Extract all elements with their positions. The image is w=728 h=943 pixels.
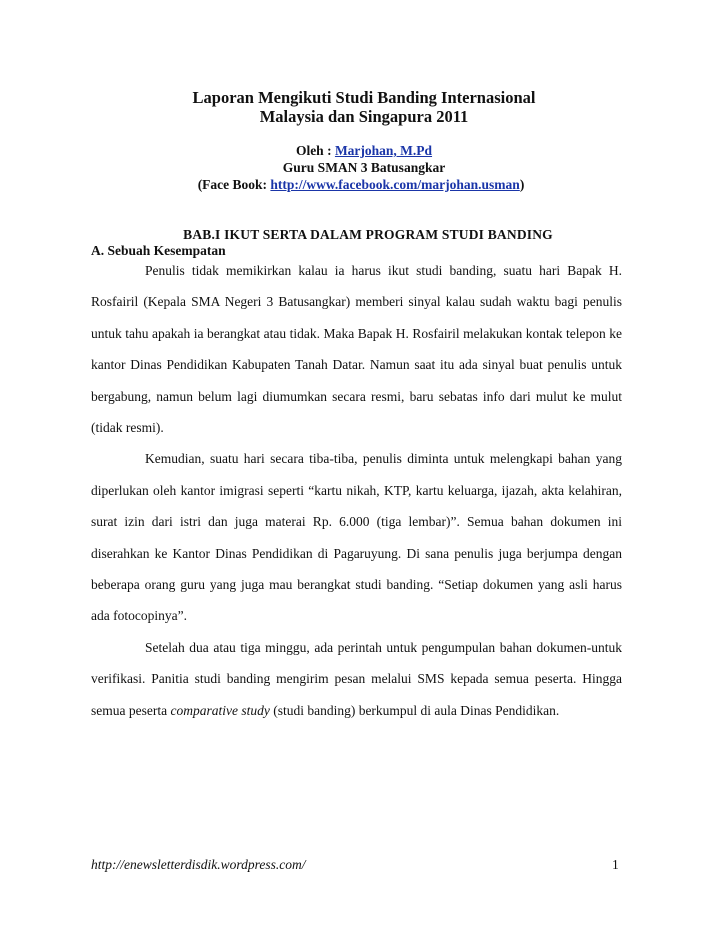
section-title: A. Sebuah Kesempatan bbox=[91, 243, 226, 258]
chapter-title: BAB.I IKUT SERTA DALAM PROGRAM STUDI BANDING bbox=[183, 227, 553, 242]
author-name-link[interactable]: Marjohan, M.Pd bbox=[334, 143, 433, 158]
paragraph-3-italic: comparative study bbox=[170, 702, 270, 718]
report-title-line-1: Laporan Mengikuti Studi Banding Internasional bbox=[192, 88, 536, 107]
footer-url: http://enewsletterdisdik.wordpress.com/ bbox=[91, 857, 306, 872]
body-text bbox=[91, 255, 622, 726]
school-line: Guru SMAN 3 Batusangkar bbox=[282, 160, 446, 175]
paragraph-1: Penulis tidak memikirkan kalau ia harus ikut studi banding, suatu hari Bapak H. Rosfairil (Kepala SMA Negeri 3 Batusangkar) memberi sinyal kalau sudah waktu bagi penulis untuk tahu apakah ia berangkat atau tidak. Maka Bapak H. Rosfairil melakukan kontak telepon ke kantor Dinas Pendidikan Kabupaten Tanah Datar. Namun saat itu ada sinyal buat penulis untuk bergabung, namun belum lagi diumumkan secara resmi, baru sebatas info dari mulut ke mulut (tidak resmi). bbox=[91, 263, 622, 436]
facebook-url-link[interactable]: http://www.facebook.com/marjohan.usman bbox=[270, 177, 520, 192]
paragraph-3 bbox=[91, 632, 622, 726]
paragraph-2: Kemudian, suatu hari secara tiba-tiba, penulis diminta untuk melengkapi bahan yang diperlukan oleh kantor imigrasi seperti “kartu nikah, KTP, kartu keluarga, ijazah, akta kelahiran, surat izin dari istri dan juga materai Rp. 6.000 (tiga lembar)”. Semua bahan dokumen ini diserahkan ke Kantor Dinas Pendidikan di Pagaruyung. Di sana penulis juga berjumpa dengan beberapa orang guru yang juga mau berangkat studi banding. “Setiap dokumen yang asli harus ada fotocopinya”. bbox=[91, 451, 622, 624]
author-prefix: Oleh : bbox=[295, 143, 335, 158]
facebook-prefix: (Face Book: bbox=[197, 177, 271, 192]
paragraph-3-before: Setelah dua atau tiga minggu, ada perintah untuk pengumpulan bahan dokumen-untuk verifikasi. Panitia studi banding mengirim pesan melalui SMS kepada semua peserta. Hingga semua peserta bbox=[91, 639, 622, 718]
report-title-line-2: Malaysia dan Singapura 2011 bbox=[259, 107, 469, 126]
paragraph-3-after: (studi banding) berkumpul di aula Dinas Pendidikan. bbox=[269, 702, 560, 718]
facebook-line bbox=[0, 176, 722, 193]
facebook-suffix: ) bbox=[519, 177, 525, 192]
author-line bbox=[0, 142, 728, 159]
page-number: 1 bbox=[612, 857, 619, 872]
